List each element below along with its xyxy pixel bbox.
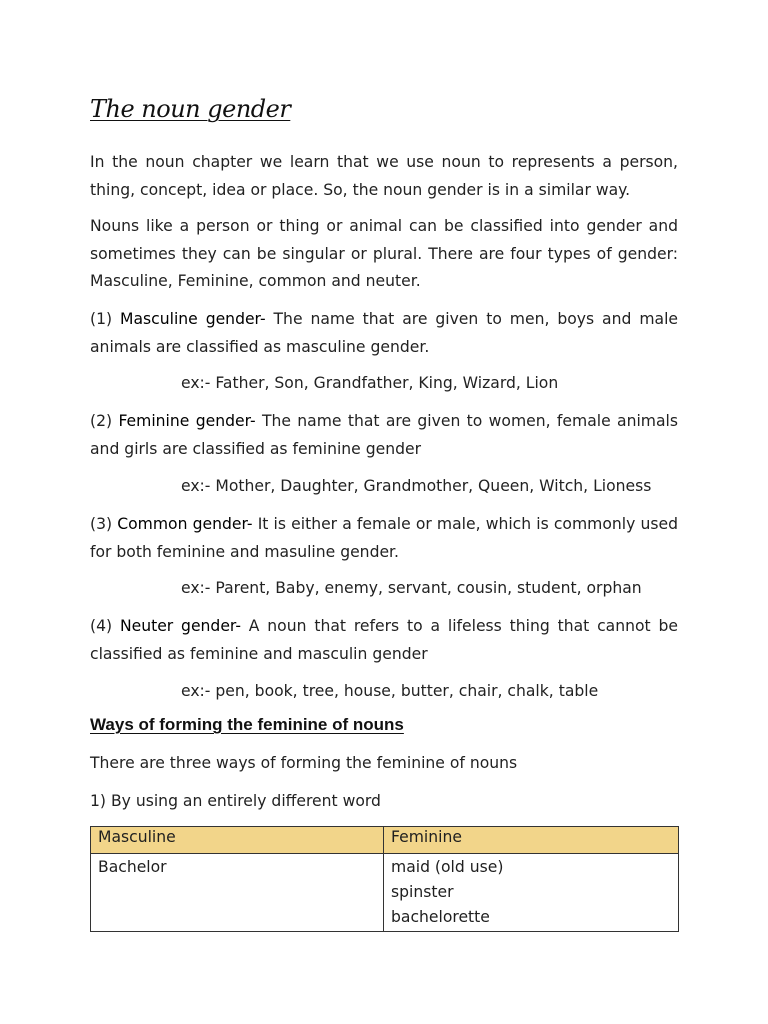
intro-paragraph-2: Nouns like a person or thing or animal can be classified into gender and sometimes they can be singular or plural. There are four types of gender: Masculine, Feminine, common and neuter. bbox=[90, 217, 678, 290]
feminine-word: spinster bbox=[391, 883, 454, 901]
gender-item-common: (3) Common gender- It is either a female or male, which is commonly used for both feminine and masuline gender. bbox=[90, 515, 678, 561]
gender-term: Feminine gender- bbox=[118, 412, 256, 430]
table-header-feminine: Feminine bbox=[384, 827, 679, 854]
gender-example-neuter: ex:- pen, book, tree, house, butter, chair, chalk, table bbox=[181, 682, 599, 700]
table-cell-feminine bbox=[384, 854, 679, 932]
gender-example-masculine: ex:- Father, Son, Grandfather, King, Wizard, Lion bbox=[181, 374, 559, 392]
gender-item-masculine: (1) Masculine gender- The name that are given to men, boys and male animals are classified as masculine gender. bbox=[90, 310, 678, 356]
section-heading: Ways of forming the feminine of nouns bbox=[90, 715, 404, 734]
table-header-masculine: Masculine bbox=[91, 827, 384, 854]
feminine-word: bachelorette bbox=[391, 908, 490, 926]
feminine-word: maid (old use) bbox=[391, 858, 504, 876]
section-intro: There are three ways of forming the feminine of nouns bbox=[90, 754, 518, 772]
gender-example-feminine: ex:- Mother, Daughter, Grandmother, Queen, Witch, Lioness bbox=[181, 477, 652, 495]
table-cell-masculine: Bachelor bbox=[91, 854, 384, 932]
method-1-label: 1) By using an entirely different word bbox=[90, 792, 381, 810]
gender-word-table bbox=[90, 826, 679, 932]
gender-term: Neuter gender- bbox=[119, 617, 241, 635]
gender-term: Common gender- bbox=[117, 515, 253, 533]
intro-paragraph-1: In the noun chapter we learn that we use noun to represents a person, thing, concept, idea or place. So, the noun gender is in a similar way. bbox=[90, 153, 678, 199]
page-title: The noun gender bbox=[90, 95, 291, 123]
gender-item-neuter: (4) Neuter gender- A noun that refers to a lifeless thing that cannot be classified as feminine and masculin gender bbox=[90, 617, 678, 663]
table-header-row bbox=[91, 827, 679, 854]
gender-item-feminine: (2) Feminine gender- The name that are given to women, female animals and girls are classified as feminine gender bbox=[90, 412, 678, 458]
table-row bbox=[91, 854, 679, 932]
gender-term: Masculine gender- bbox=[120, 310, 266, 328]
gender-example-common: ex:- Parent, Baby, enemy, servant, cousin, student, orphan bbox=[181, 579, 642, 597]
